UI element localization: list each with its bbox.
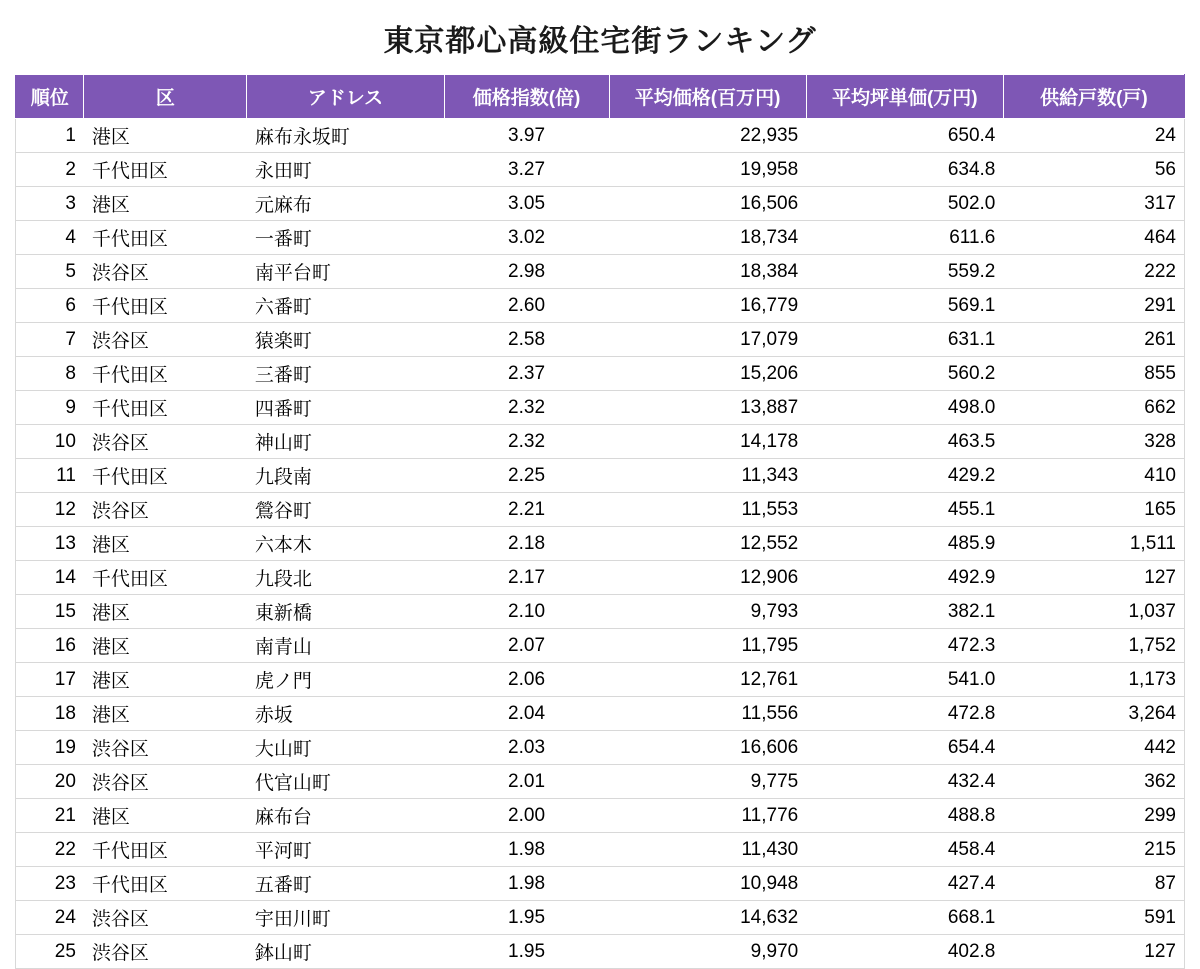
table-row [16, 289, 1185, 323]
cell-supply-units: 165 [1003, 493, 1184, 527]
cell-address: 六番町 [247, 289, 444, 323]
cell-ward: 千代田区 [84, 867, 247, 901]
cell-ward: 千代田区 [84, 289, 247, 323]
cell-ward: 渋谷区 [84, 731, 247, 765]
cell-tsubo-price: 502.0 [806, 187, 1003, 221]
cell-average-price: 13,887 [609, 391, 806, 425]
cell-address: 赤坂 [247, 697, 444, 731]
cell-supply-units: 1,037 [1003, 595, 1184, 629]
cell-price-index: 2.58 [444, 323, 609, 357]
cell-average-price: 11,343 [609, 459, 806, 493]
cell-supply-units: 56 [1003, 153, 1184, 187]
cell-price-index: 2.10 [444, 595, 609, 629]
cell-average-price: 11,795 [609, 629, 806, 663]
cell-address: 九段南 [247, 459, 444, 493]
cell-supply-units: 410 [1003, 459, 1184, 493]
cell-rank: 8 [16, 357, 84, 391]
cell-price-index: 2.17 [444, 561, 609, 595]
cell-supply-units: 87 [1003, 867, 1184, 901]
cell-average-price: 14,178 [609, 425, 806, 459]
cell-rank: 20 [16, 765, 84, 799]
cell-address: 猿楽町 [247, 323, 444, 357]
cell-supply-units: 3,264 [1003, 697, 1184, 731]
cell-supply-units: 299 [1003, 799, 1184, 833]
table-row [16, 425, 1185, 459]
cell-rank: 24 [16, 901, 84, 935]
cell-ward: 千代田区 [84, 833, 247, 867]
cell-average-price: 11,556 [609, 697, 806, 731]
cell-ward: 渋谷区 [84, 493, 247, 527]
table-row [16, 731, 1185, 765]
table-row [16, 697, 1185, 731]
cell-average-price: 15,206 [609, 357, 806, 391]
table-row [16, 255, 1185, 289]
cell-rank: 2 [16, 153, 84, 187]
cell-average-price: 9,793 [609, 595, 806, 629]
cell-price-index: 2.98 [444, 255, 609, 289]
table-row [16, 867, 1185, 901]
table-row [16, 629, 1185, 663]
cell-average-price: 18,734 [609, 221, 806, 255]
cell-ward: 渋谷区 [84, 323, 247, 357]
cell-tsubo-price: 634.8 [806, 153, 1003, 187]
cell-ward: 渋谷区 [84, 935, 247, 969]
cell-price-index: 2.00 [444, 799, 609, 833]
cell-address: 九段北 [247, 561, 444, 595]
ranking-table [15, 74, 1185, 969]
cell-supply-units: 1,173 [1003, 663, 1184, 697]
cell-tsubo-price: 472.8 [806, 697, 1003, 731]
cell-average-price: 9,970 [609, 935, 806, 969]
cell-tsubo-price: 472.3 [806, 629, 1003, 663]
cell-ward: 渋谷区 [84, 765, 247, 799]
cell-supply-units: 442 [1003, 731, 1184, 765]
cell-supply-units: 362 [1003, 765, 1184, 799]
cell-tsubo-price: 654.4 [806, 731, 1003, 765]
cell-rank: 11 [16, 459, 84, 493]
table-row [16, 221, 1185, 255]
cell-ward: 港区 [84, 187, 247, 221]
cell-average-price: 16,779 [609, 289, 806, 323]
cell-ward: 港区 [84, 527, 247, 561]
table-row [16, 901, 1185, 935]
cell-address: 一番町 [247, 221, 444, 255]
cell-tsubo-price: 427.4 [806, 867, 1003, 901]
cell-average-price: 11,553 [609, 493, 806, 527]
cell-price-index: 2.07 [444, 629, 609, 663]
column-header-price-index: 価格指数(倍) [444, 75, 609, 119]
cell-rank: 7 [16, 323, 84, 357]
cell-ward: 千代田区 [84, 459, 247, 493]
cell-average-price: 10,948 [609, 867, 806, 901]
cell-supply-units: 662 [1003, 391, 1184, 425]
cell-rank: 13 [16, 527, 84, 561]
cell-price-index: 2.60 [444, 289, 609, 323]
cell-average-price: 16,506 [609, 187, 806, 221]
cell-rank: 23 [16, 867, 84, 901]
table-row [16, 459, 1185, 493]
cell-ward: 渋谷区 [84, 255, 247, 289]
cell-address: 東新橋 [247, 595, 444, 629]
cell-ward: 港区 [84, 663, 247, 697]
cell-supply-units: 464 [1003, 221, 1184, 255]
cell-address: 三番町 [247, 357, 444, 391]
cell-supply-units: 24 [1003, 119, 1184, 153]
cell-average-price: 18,384 [609, 255, 806, 289]
cell-rank: 5 [16, 255, 84, 289]
cell-rank: 19 [16, 731, 84, 765]
cell-address: 四番町 [247, 391, 444, 425]
column-header-address: アドレス [247, 75, 444, 119]
cell-price-index: 3.27 [444, 153, 609, 187]
cell-rank: 17 [16, 663, 84, 697]
cell-address: 鶯谷町 [247, 493, 444, 527]
cell-price-index: 2.25 [444, 459, 609, 493]
column-header-ward: 区 [84, 75, 247, 119]
table-row [16, 119, 1185, 153]
cell-price-index: 2.18 [444, 527, 609, 561]
cell-ward: 港区 [84, 119, 247, 153]
table-row [16, 663, 1185, 697]
cell-address: 神山町 [247, 425, 444, 459]
cell-supply-units: 215 [1003, 833, 1184, 867]
cell-tsubo-price: 402.8 [806, 935, 1003, 969]
cell-rank: 25 [16, 935, 84, 969]
table-row [16, 833, 1185, 867]
cell-average-price: 11,430 [609, 833, 806, 867]
cell-tsubo-price: 488.8 [806, 799, 1003, 833]
table-row [16, 357, 1185, 391]
cell-price-index: 3.97 [444, 119, 609, 153]
table-row [16, 187, 1185, 221]
cell-rank: 1 [16, 119, 84, 153]
cell-tsubo-price: 432.4 [806, 765, 1003, 799]
table-row [16, 765, 1185, 799]
cell-supply-units: 127 [1003, 935, 1184, 969]
cell-ward: 渋谷区 [84, 425, 247, 459]
cell-price-index: 2.01 [444, 765, 609, 799]
cell-tsubo-price: 485.9 [806, 527, 1003, 561]
cell-rank: 22 [16, 833, 84, 867]
cell-ward: 港区 [84, 799, 247, 833]
cell-tsubo-price: 382.1 [806, 595, 1003, 629]
cell-address: 麻布永坂町 [247, 119, 444, 153]
cell-rank: 21 [16, 799, 84, 833]
table-row [16, 561, 1185, 595]
table-row [16, 595, 1185, 629]
cell-rank: 10 [16, 425, 84, 459]
cell-ward: 千代田区 [84, 391, 247, 425]
cell-supply-units: 291 [1003, 289, 1184, 323]
cell-average-price: 16,606 [609, 731, 806, 765]
cell-average-price: 19,958 [609, 153, 806, 187]
cell-price-index: 2.03 [444, 731, 609, 765]
cell-average-price: 9,775 [609, 765, 806, 799]
table-row [16, 153, 1185, 187]
cell-price-index: 2.21 [444, 493, 609, 527]
cell-address: 永田町 [247, 153, 444, 187]
cell-address: 代官山町 [247, 765, 444, 799]
cell-tsubo-price: 492.9 [806, 561, 1003, 595]
cell-tsubo-price: 429.2 [806, 459, 1003, 493]
cell-price-index: 2.32 [444, 425, 609, 459]
table-row [16, 935, 1185, 969]
cell-rank: 16 [16, 629, 84, 663]
cell-rank: 12 [16, 493, 84, 527]
table-row [16, 493, 1185, 527]
cell-tsubo-price: 560.2 [806, 357, 1003, 391]
cell-address: 大山町 [247, 731, 444, 765]
cell-rank: 15 [16, 595, 84, 629]
cell-tsubo-price: 559.2 [806, 255, 1003, 289]
table-row [16, 799, 1185, 833]
cell-address: 南青山 [247, 629, 444, 663]
cell-price-index: 2.06 [444, 663, 609, 697]
cell-tsubo-price: 463.5 [806, 425, 1003, 459]
cell-ward: 渋谷区 [84, 901, 247, 935]
cell-ward: 千代田区 [84, 221, 247, 255]
cell-price-index: 2.04 [444, 697, 609, 731]
cell-address: 虎ノ門 [247, 663, 444, 697]
cell-ward: 港区 [84, 595, 247, 629]
cell-average-price: 14,632 [609, 901, 806, 935]
table-body [16, 119, 1185, 969]
cell-address: 六本木 [247, 527, 444, 561]
cell-supply-units: 855 [1003, 357, 1184, 391]
cell-supply-units: 1,752 [1003, 629, 1184, 663]
table-header [16, 75, 1185, 119]
cell-address: 南平台町 [247, 255, 444, 289]
cell-address: 麻布台 [247, 799, 444, 833]
cell-supply-units: 261 [1003, 323, 1184, 357]
column-header-rank: 順位 [16, 75, 84, 119]
cell-tsubo-price: 668.1 [806, 901, 1003, 935]
cell-rank: 4 [16, 221, 84, 255]
cell-tsubo-price: 498.0 [806, 391, 1003, 425]
cell-ward: 千代田区 [84, 561, 247, 595]
table-header-row [16, 75, 1185, 119]
table-row [16, 323, 1185, 357]
cell-average-price: 17,079 [609, 323, 806, 357]
cell-tsubo-price: 569.1 [806, 289, 1003, 323]
cell-tsubo-price: 541.0 [806, 663, 1003, 697]
cell-price-index: 1.95 [444, 935, 609, 969]
cell-tsubo-price: 611.6 [806, 221, 1003, 255]
cell-ward: 港区 [84, 629, 247, 663]
cell-ward: 港区 [84, 697, 247, 731]
cell-address: 元麻布 [247, 187, 444, 221]
cell-address: 五番町 [247, 867, 444, 901]
cell-supply-units: 127 [1003, 561, 1184, 595]
cell-ward: 千代田区 [84, 357, 247, 391]
cell-rank: 3 [16, 187, 84, 221]
cell-average-price: 12,552 [609, 527, 806, 561]
cell-tsubo-price: 631.1 [806, 323, 1003, 357]
cell-price-index: 2.37 [444, 357, 609, 391]
cell-price-index: 1.95 [444, 901, 609, 935]
cell-price-index: 3.05 [444, 187, 609, 221]
cell-supply-units: 317 [1003, 187, 1184, 221]
table-row [16, 391, 1185, 425]
cell-supply-units: 591 [1003, 901, 1184, 935]
cell-supply-units: 328 [1003, 425, 1184, 459]
cell-supply-units: 222 [1003, 255, 1184, 289]
cell-price-index: 1.98 [444, 867, 609, 901]
column-header-average-price: 平均価格(百万円) [609, 75, 806, 119]
column-header-tsubo-price: 平均坪単価(万円) [806, 75, 1003, 119]
cell-average-price: 12,761 [609, 663, 806, 697]
cell-price-index: 3.02 [444, 221, 609, 255]
cell-price-index: 2.32 [444, 391, 609, 425]
cell-average-price: 12,906 [609, 561, 806, 595]
cell-rank: 6 [16, 289, 84, 323]
table-row [16, 527, 1185, 561]
cell-address: 鉢山町 [247, 935, 444, 969]
page-title: 東京都心高級住宅街ランキング [383, 25, 817, 58]
cell-ward: 千代田区 [84, 153, 247, 187]
cell-price-index: 1.98 [444, 833, 609, 867]
cell-rank: 9 [16, 391, 84, 425]
column-header-supply-units: 供給戸数(戸) [1003, 75, 1184, 119]
cell-rank: 14 [16, 561, 84, 595]
cell-average-price: 11,776 [609, 799, 806, 833]
cell-tsubo-price: 458.4 [806, 833, 1003, 867]
cell-tsubo-price: 455.1 [806, 493, 1003, 527]
cell-tsubo-price: 650.4 [806, 119, 1003, 153]
cell-address: 平河町 [247, 833, 444, 867]
cell-address: 宇田川町 [247, 901, 444, 935]
cell-average-price: 22,935 [609, 119, 806, 153]
cell-rank: 18 [16, 697, 84, 731]
cell-supply-units: 1,511 [1003, 527, 1184, 561]
